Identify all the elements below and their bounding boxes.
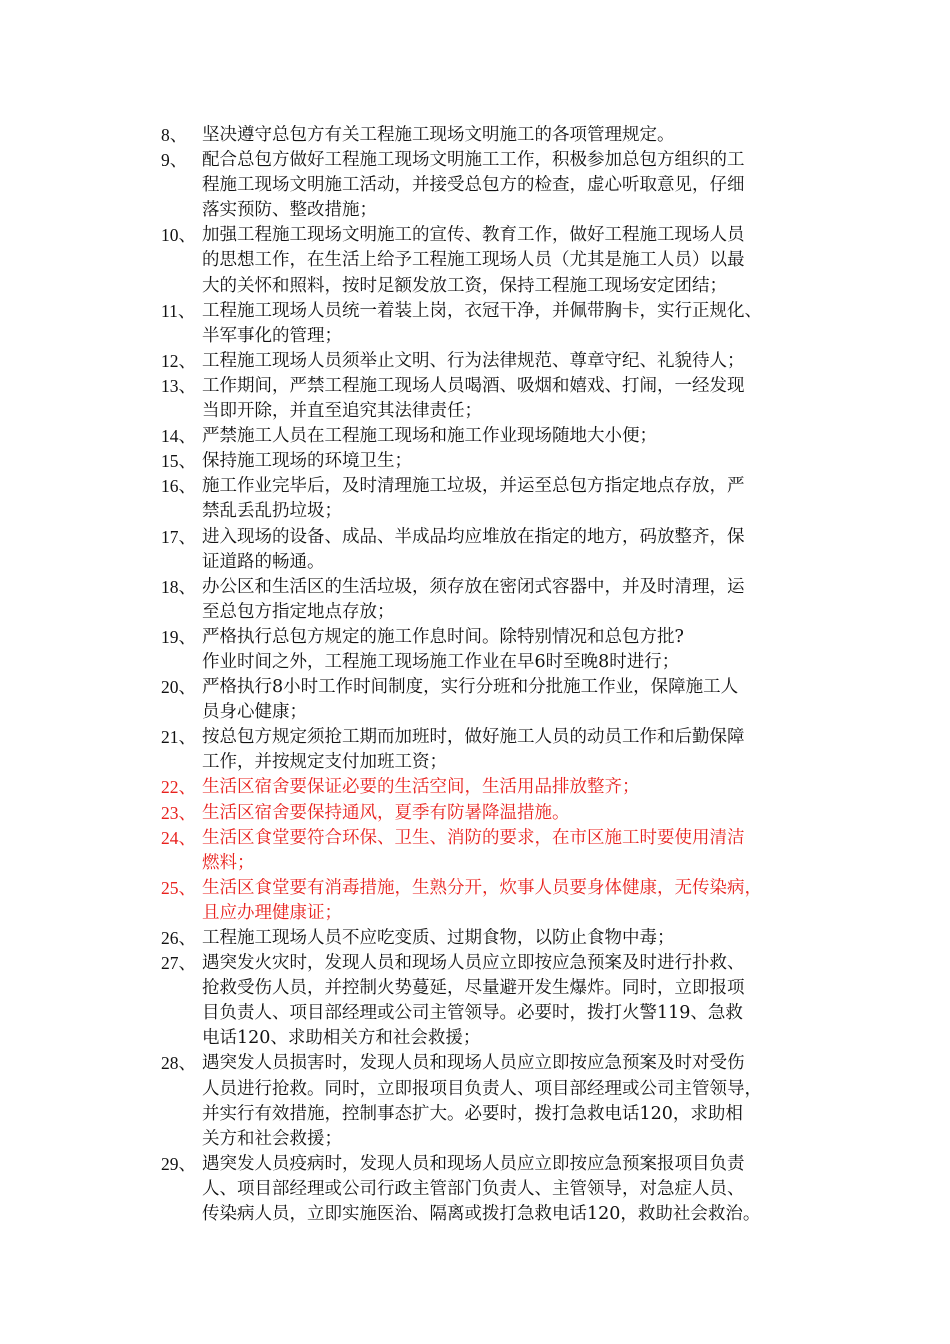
list-item (161, 725, 831, 775)
item-text: 生活区宿舍要保持通风，夏季有防暑降温措施。 (202, 802, 570, 823)
list-item (161, 675, 831, 725)
list-item (161, 374, 831, 424)
item-number: 12、 (161, 350, 196, 371)
item-number: 19、 (161, 626, 196, 647)
list-item (161, 474, 831, 524)
list-item (161, 1051, 831, 1151)
item-number: 24、 (161, 827, 196, 848)
item-number: 20、 (161, 677, 196, 698)
item-text: 按总包方规定须抢工期而加班时，做好施工人员的动员工作和后勤保障 工作，并按规定支付加班工资； (202, 727, 745, 773)
list-item (161, 123, 831, 148)
item-text: 严格执行总包方规定的施工作息时间。除特别情况和总包方批? 作业时间之外，工程施工现场施工作业在早6时至晚8时进行； (202, 626, 684, 672)
list-item (161, 525, 831, 575)
item-number: 11、 (161, 300, 196, 321)
item-text: 保持施工现场的环境卫生； (202, 451, 412, 472)
list-item (161, 223, 831, 298)
list-item (161, 449, 831, 474)
list-item (161, 349, 831, 374)
item-text: 配合总包方做好工程施工现场文明施工工作，积极参加总包方组织的工 程施工现场文明施工活动，并接受总包方的检查，虚心听取意见，仔细 落实预防、整改措施； (202, 150, 745, 221)
item-number: 26、 (161, 928, 196, 948)
item-text: 加强工程施工现场文明施工的宣传、教育工作，做好工程施工现场人员 的思想工作，在生活上给予工程施工现场人员（尤其是施工人员）以最 大的关怀和照料，按时足额发放工资，保持工程施工现场安定团结； (202, 225, 745, 296)
list-item (161, 575, 831, 625)
list-item (161, 801, 831, 826)
item-number: 22、 (161, 777, 196, 798)
list-item (161, 876, 831, 926)
item-number: 14、 (161, 426, 196, 447)
list-item (161, 775, 831, 800)
list-item (161, 424, 831, 449)
rule-list (161, 123, 831, 1227)
list-item (161, 926, 831, 951)
list-item (161, 951, 831, 1051)
item-text: 生活区食堂要符合环保、卫生、消防的要求，在市区施工时要使用清洁 燃料； (202, 827, 745, 873)
item-number: 21、 (161, 727, 196, 748)
item-number: 8、 (161, 125, 188, 145)
item-text: 坚决遵守总包方有关工程施工现场文明施工的各项管理规定。 (202, 125, 675, 145)
item-text: 遇突发人员损害时，发现人员和现场人员应立即按应急预案及时对受伤 人员进行抢救。同时，立即报项目负责人、项目部经理或公司主管领导， 并实行有效措施，控制事态扩大。必要时，拨打急救电话120，求助相 关方和社会救援； (202, 1053, 762, 1149)
item-text: 生活区食堂要有消毒措施，生熟分开，炊事人员要身体健康，无传染病， 且应办理健康证； (202, 877, 762, 923)
list-item (161, 299, 831, 349)
list-item (161, 1152, 831, 1227)
item-number: 25、 (161, 877, 196, 898)
item-number: 15、 (161, 451, 196, 472)
item-number: 27、 (161, 953, 196, 974)
item-number: 29、 (161, 1153, 196, 1174)
item-text: 进入现场的设备、成品、半成品均应堆放在指定的地方，码放整齐，保 证道路的畅通。 (202, 526, 745, 572)
item-text: 遇突发火灾时，发现人员和现场人员应立即按应急预案及时进行扑救、 抢救受伤人员，并控制火势蔓延，尽量避开发生爆炸。同时，立即报项 目负责人、项目部经理或公司主管领导。必要时，拨打火警119、急救 电话120、求助相关方和社会救援； (202, 953, 745, 1049)
item-number: 16、 (161, 476, 196, 497)
item-number: 18、 (161, 576, 196, 597)
item-text: 施工作业完毕后，及时清理施工垃圾，并运至总包方指定地点存放，严 禁乱丢乱扔垃圾； (202, 476, 745, 522)
item-text: 办公区和生活区的生活垃圾，须存放在密闭式容器中，并及时清理，运 至总包方指定地点存放； (202, 576, 745, 622)
item-number: 10、 (161, 225, 196, 246)
item-text: 工程施工现场人员不应吃变质、过期食物，以防止食物中毒； (202, 928, 675, 948)
item-text: 生活区宿舍要保证必要的生活空间，生活用品排放整齐； (202, 777, 640, 798)
item-text: 工程施工现场人员须举止文明、行为法律规范、尊章守纪、礼貌待人； (202, 350, 745, 371)
item-number: 28、 (161, 1053, 196, 1074)
item-text: 工程施工现场人员统一着装上岗，衣冠干净，并佩带胸卡，实行正规化、 半军事化的管理； (202, 300, 762, 346)
list-item (161, 148, 831, 223)
item-text: 工作期间，严禁工程施工现场人员喝酒、吸烟和嬉戏、打闹，一经发现 当即开除，并直至追究其法律责任； (202, 375, 745, 422)
item-number: 9、 (161, 150, 188, 171)
list-item (161, 625, 831, 675)
item-number: 17、 (161, 526, 196, 547)
item-text: 遇突发人员疫病时，发现人员和现场人员应立即按应急预案报项目负责 人、项目部经理或公司行政主管部门负责人、主管领导，对急症人员、 传染病人员，立即实施医治、隔离或拨打急救电话120，救助社会救治。 (202, 1153, 761, 1225)
item-text: 严格执行8小时工作时间制度，实行分班和分批施工作业，保障施工人 员身心健康； (202, 677, 739, 723)
item-number: 23、 (161, 802, 196, 823)
item-text: 严禁施工人员在工程施工现场和施工作业现场随地大小便； (202, 426, 657, 447)
item-number: 13、 (161, 375, 196, 396)
list-item (161, 826, 831, 876)
